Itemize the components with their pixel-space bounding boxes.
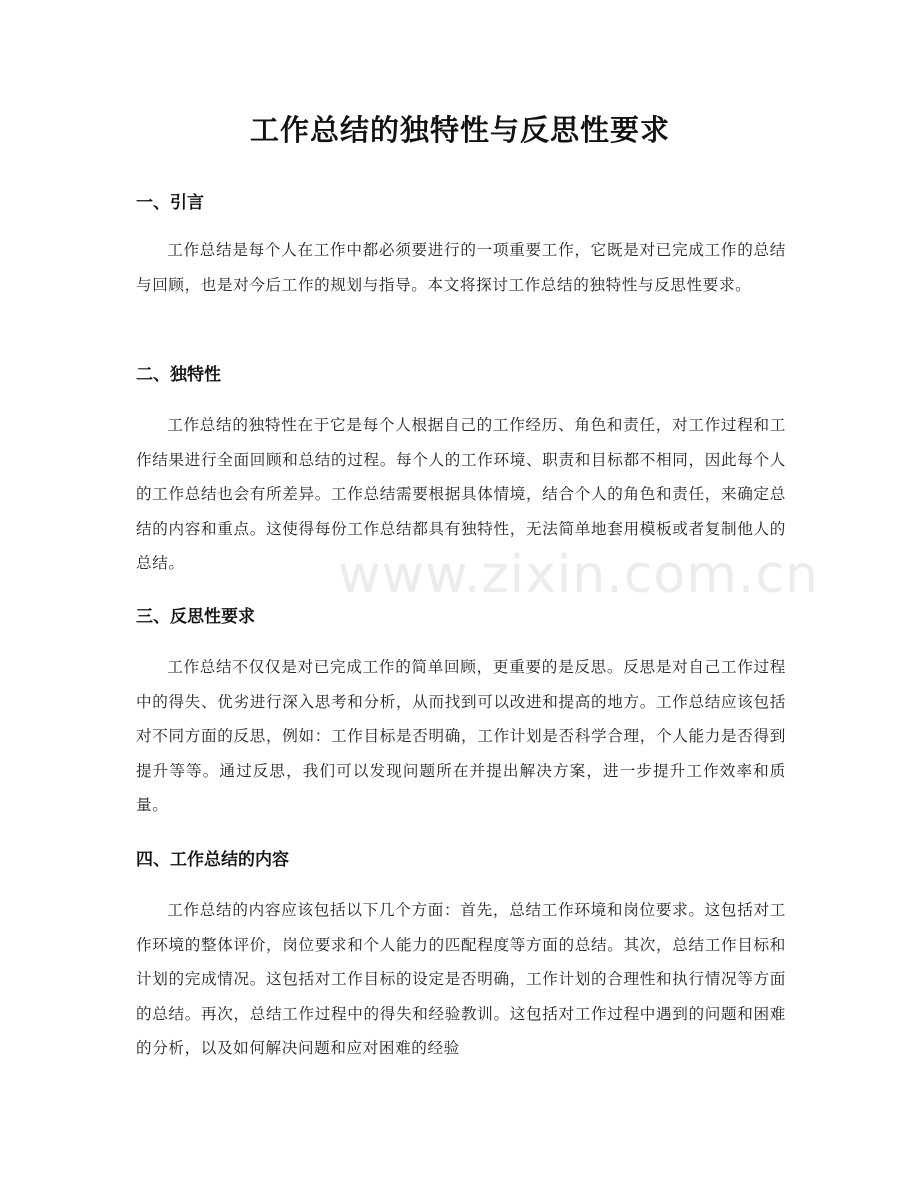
section-heading-reflection: 三、反思性要求 bbox=[136, 607, 255, 627]
section-heading-content: 四、工作总结的内容 bbox=[136, 850, 289, 870]
watermark: www.zixin.com.cn bbox=[338, 545, 819, 605]
section-heading-uniqueness: 二、独特性 bbox=[136, 365, 221, 385]
section-paragraph-content: 工作总结的内容应该包括以下几个方面：首先，总结工作环境和岗位要求。这包括对工作环境的整体评价，岗位要求和个人能力的匹配程度等方面的总结。其次，总结工作目标和计划的完成情况。这包括对工作目标的设定是否明确，工作计划的合理性和执行情况等方面的总结。再次，总结工作过程中的得失和经验教训。这包括对工作过程中遇到的问题和困难的分析，以及如何解决问题和应对困难的经验 bbox=[136, 901, 786, 1057]
section-paragraph-reflection: 工作总结不仅仅是对已完成工作的简单回顾，更重要的是反思。反思是对自己工作过程中的得失、优劣进行深入思考和分析，从而找到可以改进和提高的地方。工作总结应该包括对不同方面的反思，例如：工作目标是否明确，工作计划是否科学合理，个人能力是否得到提升等等。通过反思，我们可以发现问题所在并提出解决方案，进一步提升工作效率和质量。 bbox=[136, 658, 786, 814]
section-paragraph-intro: 工作总结是每个人在工作中都必须要进行的一项重要工作，它既是对已完成工作的总结与回顾，也是对今后工作的规划与指导。本文将探讨工作总结的独特性与反思性要求。 bbox=[136, 241, 786, 294]
section-heading-intro: 一、引言 bbox=[136, 193, 204, 213]
section-paragraph-uniqueness: 工作总结的独特性在于它是每个人根据自己的工作经历、角色和责任，对工作过程和工作结果进行全面回顾和总结的过程。每个人的工作环境、职责和目标都不相同，因此每个人的工作总结也会有所差异。工作总结需要根据具体情境，结合个人的角色和责任，来确定总结的内容和重点。这使得每份工作总结都具有独特性，无法简单地套用模板或者复制他人的总结。 bbox=[136, 416, 786, 572]
document-title: 工作总结的独特性与反思性要求 bbox=[249, 113, 670, 147]
